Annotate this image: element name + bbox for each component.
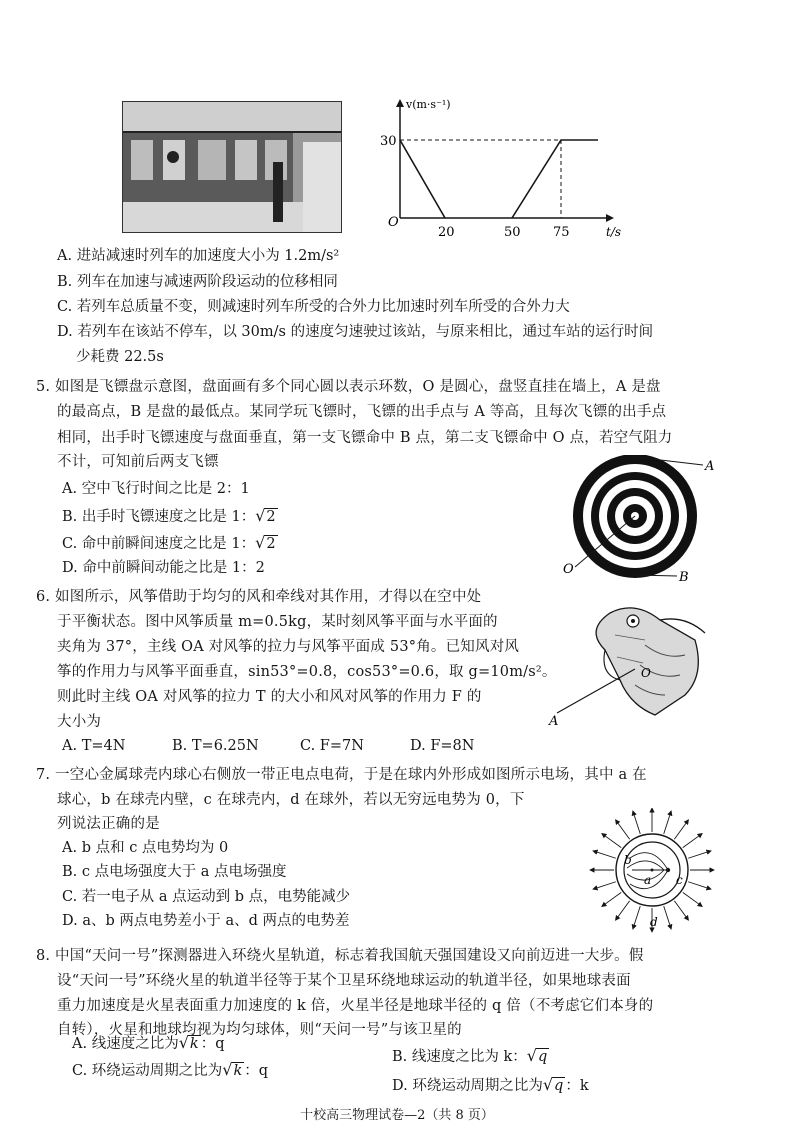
q8-option-d-text: D. 环绕运动周期之比为 bbox=[392, 1078, 543, 1094]
graph-ylabel: v(m·s⁻¹) bbox=[406, 98, 451, 111]
q8-option-d-radicand: q bbox=[554, 1078, 564, 1094]
q7-line-1: 7. 一空心金属球壳内球心右侧放一带正电点电荷，于是在球内外形成如图所示电场，其中 a 在 bbox=[36, 767, 647, 783]
graph-xtick: 50 bbox=[504, 225, 521, 240]
q5-option-b-radicand: 2 bbox=[266, 509, 276, 525]
q8-option-a: A. 线速度之比为√k ：q bbox=[72, 1033, 225, 1052]
field-line bbox=[674, 901, 688, 920]
velocity-time-graph bbox=[370, 90, 630, 240]
q7-line-3: 列说法正确的是 bbox=[57, 816, 160, 832]
q8-option-a-radicand: k bbox=[189, 1036, 199, 1052]
q5-option-c-radicand: 2 bbox=[266, 536, 276, 552]
q8-option-b-text: B. 线速度之比为 k： bbox=[392, 1049, 527, 1065]
q8-line-4: 自转），火星和地球均视为均匀球体，则“天问一号”与该卫星的 bbox=[57, 1022, 462, 1038]
label-a: a bbox=[644, 873, 652, 887]
q5-option-b: B. 出手时飞镖速度之比是 1：√2 bbox=[62, 506, 276, 525]
q7-option-c: C. 若一电子从 a 点运动到 b 点，电势能减少 bbox=[62, 889, 351, 905]
q6-line-5: 则此时主线 OA 对风筝的拉力 T 的大小和风对风筝的作用力 F 的 bbox=[57, 689, 482, 705]
q8-option-d-tail: ：k bbox=[565, 1078, 589, 1094]
q6-option-c: C. F=7N bbox=[300, 738, 364, 754]
q5-line-2: 的最高点，B 是盘的最低点。某同学玩飞镖时，飞镖的出手点与 A 等高，且每次飞镖的出手点 bbox=[57, 404, 667, 420]
graph-origin: O bbox=[388, 215, 399, 230]
q8-option-c-radicand: k bbox=[233, 1063, 243, 1079]
label-b: B bbox=[679, 570, 689, 585]
q8-line-3: 重力加速度是火星表面重力加速度的 k 倍，火星半径是地球半径的 q 倍（不考虑它们本身的 bbox=[57, 998, 654, 1014]
q5-option-d: D. 命中前瞬间动能之比是 1：2 bbox=[62, 560, 265, 576]
field-line bbox=[593, 882, 616, 889]
field-line bbox=[602, 892, 621, 906]
field-line bbox=[683, 834, 702, 848]
field-line bbox=[688, 882, 711, 889]
field-line bbox=[664, 811, 671, 834]
q7-option-a: A. b 点和 c 点电势均为 0 bbox=[62, 840, 229, 856]
label-d: d bbox=[650, 915, 658, 929]
q8-option-b-radicand: q bbox=[537, 1049, 548, 1065]
kite-diagram bbox=[545, 595, 745, 730]
field-line bbox=[633, 906, 640, 929]
q8-line-2: 设“天问一号”环绕火星的轨道半径等于某个卫星环绕地球运动的轨道半径，如果地球表面 bbox=[57, 973, 631, 989]
q8-option-b: B. 线速度之比为 k：√q bbox=[392, 1046, 548, 1065]
dartboard-diagram bbox=[555, 455, 730, 585]
graph-xtick: 75 bbox=[553, 225, 570, 240]
field-line bbox=[674, 820, 688, 839]
label-c: c bbox=[676, 873, 683, 887]
q5-line-1: 5. 如图是飞镖盘示意图，盘面画有多个同心圆以表示环数，O 是圆心，盘竖直挂在墙上，A 是盘 bbox=[36, 379, 661, 395]
q5-option-b-text: B. 出手时飞镖速度之比是 1： bbox=[62, 509, 256, 525]
label-a: A bbox=[705, 459, 715, 474]
q6-line-3: 夹角为 37°，主线 OA 对风筝的拉力与风筝平面成 53°角。已知风对风 bbox=[57, 639, 520, 655]
q5-option-c-text: C. 命中前瞬间速度之比是 1： bbox=[62, 536, 256, 552]
q6-option-b: B. T=6.25N bbox=[172, 738, 259, 754]
q6-option-d: D. F=8N bbox=[410, 738, 475, 754]
q5-line-4: 不计，可知前后两支飞镖 bbox=[57, 454, 219, 470]
q7-option-d: D. a、b 两点电势差小于 a、d 两点的电势差 bbox=[62, 913, 350, 929]
q4-option-b: B. 列车在加速与减速两阶段运动的位移相同 bbox=[57, 274, 338, 290]
graph-ytick: 30 bbox=[380, 134, 397, 149]
q8-option-d: D. 环绕运动周期之比为√q ：k bbox=[392, 1075, 589, 1094]
label-o: O bbox=[641, 666, 651, 680]
graph-xlabel: t/s bbox=[606, 225, 622, 239]
q6-line-2: 于平衡状态。图中风筝质量 m=0.5kg，某时刻风筝平面与水平面的 bbox=[57, 614, 498, 630]
q8-option-c-tail: ：q bbox=[244, 1063, 269, 1079]
q7-option-b: B. c 点电场强度大于 a 点电场强度 bbox=[62, 864, 287, 880]
q4-option-c: C. 若列车总质量不变，则减速时列车所受的合外力比加速时列车所受的合外力大 bbox=[57, 299, 570, 315]
label-a: A bbox=[549, 714, 559, 729]
q6-line-1: 6. 如图所示，风筝借助于均匀的风和牵线对其作用，才得以在空中处 bbox=[36, 589, 482, 605]
q8-line-1: 8. 中国“天问一号”探测器进入环绕火星轨道，标志着我国航天强国建设又向前迈进一大步。假 bbox=[36, 948, 644, 964]
q4-option-a: A. 进站减速时列车的加速度大小为 1.2m/s² bbox=[57, 248, 340, 264]
field-line bbox=[593, 851, 616, 858]
train-station-photo bbox=[122, 101, 342, 233]
q4-option-d-cont: 少耗费 22.5s bbox=[76, 349, 164, 365]
field-line bbox=[633, 811, 640, 834]
q8-option-a-text: A. 线速度之比为 bbox=[72, 1036, 179, 1052]
q6-option-a: A. T=4N bbox=[62, 738, 126, 754]
field-line bbox=[616, 820, 630, 839]
label-o: O bbox=[563, 562, 574, 577]
q8-option-c: C. 环绕运动周期之比为√k ：q bbox=[72, 1060, 269, 1079]
q8-option-a-tail: ：q bbox=[200, 1036, 225, 1052]
field-line bbox=[664, 906, 671, 929]
q5-line-3: 相同，出手时飞镖速度与盘面垂直，第一支飞镖命中 B 点，第二支飞镖命中 O 点，若空气阻力 bbox=[57, 430, 673, 446]
q6-line-4: 筝的作用力与风筝平面垂直，sin53°=0.8，cos53°=0.6，取 g=10m/s²。 bbox=[57, 664, 557, 680]
page-footer: 十校高三物理试卷—2（共 8 页） bbox=[300, 1108, 494, 1123]
q8-option-c-text: C. 环绕运动周期之比为 bbox=[72, 1063, 223, 1079]
field-line bbox=[683, 892, 702, 906]
field-line bbox=[616, 901, 630, 920]
field-line bbox=[602, 834, 621, 848]
graph-xtick: 20 bbox=[438, 225, 455, 240]
q4-option-d: D. 若列车在该站不停车，以 30m/s 的速度匀速驶过该站，与原来相比，通过车站的运行时间 bbox=[57, 324, 654, 340]
label-b: b bbox=[624, 853, 632, 867]
q5-option-c: C. 命中前瞬间速度之比是 1：√2 bbox=[62, 533, 276, 552]
q5-option-a: A. 空中飞行时间之比是 2：1 bbox=[62, 481, 250, 497]
electric-field-diagram bbox=[572, 808, 742, 940]
field-line bbox=[688, 851, 711, 858]
q6-line-6: 大小为 bbox=[57, 714, 102, 730]
q7-line-2: 球心，b 在球壳内壁，c 在球壳内，d 在球外，若以无穷远电势为 0，下 bbox=[57, 792, 525, 808]
